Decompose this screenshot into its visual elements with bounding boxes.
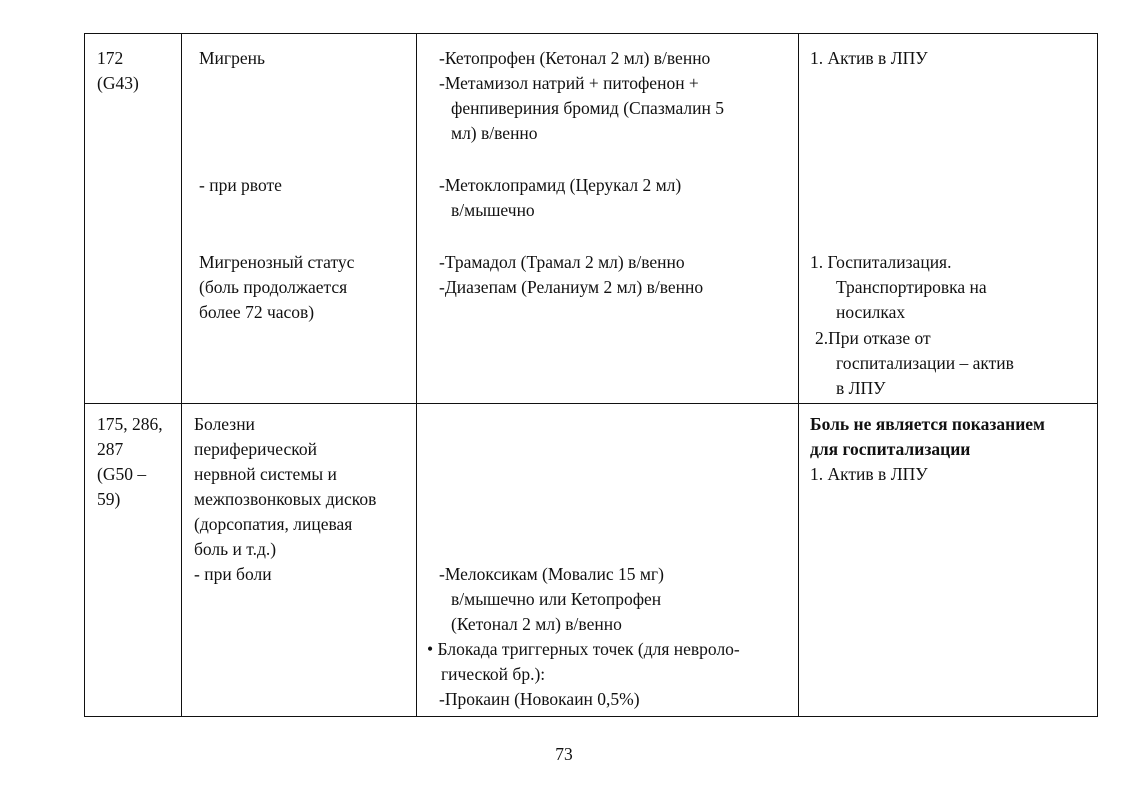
treatment-line: Блокада триггерных точек (для невроло- [437, 639, 740, 659]
action-line: в ЛПУ [836, 378, 886, 398]
treatment-line: (Кетонал 2 мл) в/венно [451, 614, 622, 634]
row-divider [85, 403, 1097, 404]
row1-treatment-metoclopramide [439, 173, 681, 223]
row1-treatment-ketoprofen: -Кетопрофен (Кетонал 2 мл) в/венно [439, 48, 711, 68]
row1-action-refusal [815, 326, 1014, 401]
action-line: 2.При отказе от [815, 328, 931, 348]
diagnosis-line: Болезни [194, 414, 255, 434]
treatment-line: фенпивериния бромид (Спазмалин 5 [451, 98, 724, 118]
column-divider [798, 34, 799, 716]
action-line: носилках [836, 302, 906, 322]
code-line: (G43) [97, 73, 139, 93]
status-line: Мигренозный статус [199, 252, 355, 272]
row2-treatment-procaine: -Прокаин (Новокаин 0,5%) [439, 689, 640, 709]
treatment-line: -Метамизол натрий + питофенон + [439, 73, 699, 93]
row1-treatment-tramadol: -Трамадол (Трамал 2 мл) в/венно [439, 252, 685, 272]
row1-treatment-diazepam: -Диазепам (Реланиум 2 мл) в/венно [439, 277, 704, 297]
row1-action-hospitalization [810, 250, 987, 325]
row1-vomit-condition: - при рвоте [199, 175, 282, 195]
treatment-line: в/мышечно [451, 200, 535, 220]
row1-code [97, 46, 139, 96]
note-line: Боль не является показанием [810, 414, 1045, 434]
diagnosis-line: периферической [194, 439, 317, 459]
row2-diagnosis [194, 412, 376, 587]
note-line: для госпитализации [810, 439, 971, 459]
treatment-line: гической бр.): [441, 664, 546, 684]
diagnosis-line: нервной системы и [194, 464, 337, 484]
code-line: 175, 286, [97, 414, 163, 434]
code-line: 287 [97, 439, 124, 459]
code-line: 172 [97, 48, 124, 68]
row1-status [199, 250, 354, 325]
blockade-line-1 [427, 637, 740, 662]
row1-treatment-metamizole [439, 71, 724, 146]
column-divider [416, 34, 417, 716]
treatment-line: -Мелоксикам (Мовалис 15 мг) [439, 564, 664, 584]
diagnosis-line: - при боли [194, 564, 272, 584]
row1-diagnosis: Мигрень [199, 48, 265, 68]
status-line: (боль продолжается [199, 277, 348, 297]
row2-treatment-meloxicam [439, 562, 664, 637]
treatment-table [84, 33, 1098, 717]
treatment-line: мл) в/венно [451, 123, 538, 143]
diagnosis-line: межпозвонковых дисков [194, 489, 377, 509]
page-number: 73 [555, 744, 573, 764]
row1-action-outpatient: 1. Актив в ЛПУ [810, 48, 928, 68]
status-line: более 72 часов) [199, 302, 315, 322]
row2-action-note [810, 412, 1045, 462]
code-line: 59) [97, 489, 121, 509]
diagnosis-line: (дорсопатия, лицевая [194, 514, 353, 534]
action-line: Транспортировка на [836, 277, 987, 297]
bullet-icon: • [427, 639, 438, 659]
treatment-line: -Метоклопрамид (Церукал 2 мл) [439, 175, 682, 195]
treatment-line: в/мышечно или Кетопрофен [451, 589, 662, 609]
column-divider [181, 34, 182, 716]
row2-code [97, 412, 163, 512]
action-line: госпитализации – актив [836, 353, 1014, 373]
code-line: (G50 – [97, 464, 147, 484]
row2-treatment-blockade [427, 637, 740, 687]
action-line: 1. Госпитализация. [810, 252, 952, 272]
row2-action-outpatient: 1. Актив в ЛПУ [810, 464, 928, 484]
diagnosis-line: боль и т.д.) [194, 539, 277, 559]
